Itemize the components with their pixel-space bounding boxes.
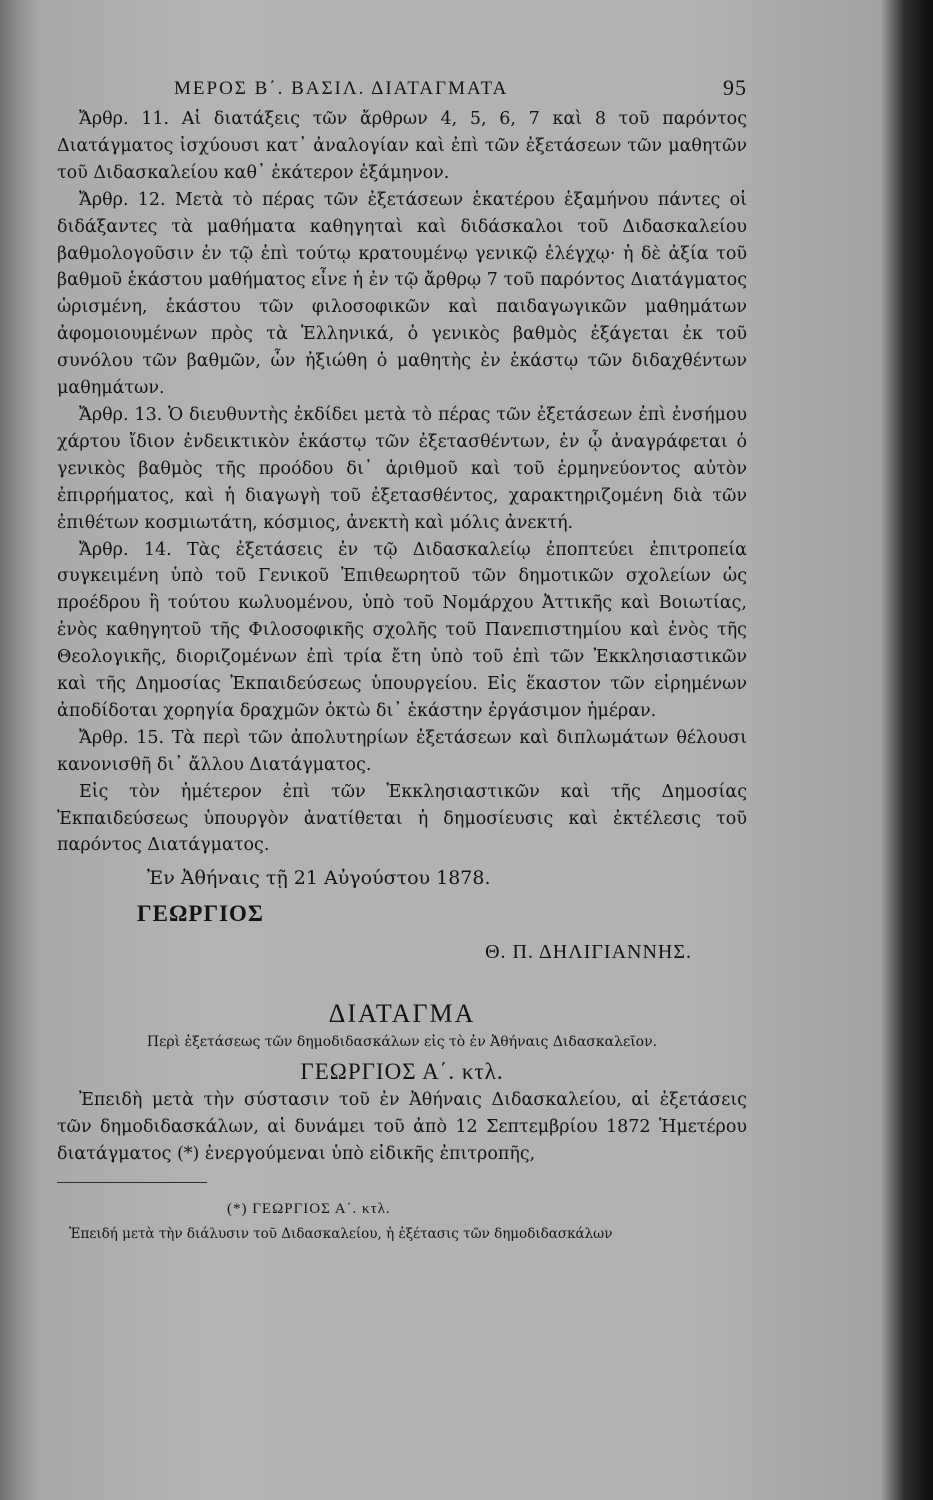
running-head bbox=[57, 75, 747, 106]
article-12: Ἄρθρ. 12. Μετὰ τὸ πέρας τῶν ἐξετάσεων ἑκατέρου ἑξαμήνου πάντες οἱ διδάξαντες τὰ μαθήματα καθηγηταὶ καὶ διδάσκαλοι τοῦ Διδασκαλείου βαθμολογοῦσιν ἐν τῷ ἐπὶ τούτῳ κρατουμένῳ γενικῷ ἐλέγχῳ· ἡ δὲ ἀξία τοῦ βαθμοῦ ἑκάστου μαθήματος εἶνε ἡ ἐν τῷ ἄρθρῳ 7 τοῦ παρόντος Διατάγματος ὡρισμένη, ἑκάστου τῶν φιλοσοφικῶν καὶ παιδαγωγικῶν μαθημάτων ἀφομοιουμένων πρὸς τὰ Ἑλληνικά, ὁ γενικὸς βαθμὸς ἐξάγεται ἐκ τοῦ συνόλου τῶν βαθμῶν, ὧν ἠξιώθη ὁ μαθητὴς ἐν ἑκάστῳ τῶν διδαχθέντων μαθημάτων. bbox=[57, 189, 747, 399]
decree-subtitle: Περὶ ἐξετάσεως τῶν δημοδιδασκάλων εἰς τὸ ἐν Ἀθήναις Διδασκαλεῖον. bbox=[146, 1034, 658, 1051]
body-text bbox=[57, 106, 747, 859]
article-13: Ἄρθρ. 13. Ὁ διευθυντὴς ἐκδίδει μετὰ τὸ πέρας τῶν ἐξετάσεων ἐπὶ ἐνσήμου χάρτου ἴδιον ἐνδεικτικὸν ἑκάστῳ τῶν ἐξετασθέντων, ἐν ᾧ ἀναγράφεται ὁ γενικὸς βαθμὸς τῆς προόδου δι᾽ ἀριθμοῦ καὶ τοῦ ἑρμηνεύοντος αὐτὸν ἐπιρρήματος, καὶ ἡ διαγωγὴ τοῦ ἐξετασθέντος, χαρακτηριζομένη διὰ τῶν ἐπιθέτων κοσμιωτάτη, κόσμιος, ἀνεκτὴ καὶ μόλις ἀνεκτή. bbox=[57, 404, 747, 533]
decree-king-line: ΓΕΩΡΓΙΟΣ Α΄. κτλ. bbox=[300, 1059, 504, 1085]
article-14: Ἄρθρ. 14. Τὰς ἐξετάσεις ἐν τῷ Διδασκαλείῳ ἐποπτεύει ἐπιτροπεία συγκειμένη ὑπὸ τοῦ Γενικοῦ Ἐπιθεωρητοῦ τῶν δημοτικῶν σχολείων ὡς προέδρου ἢ τούτου κωλυομένου, ὑπὸ τοῦ Νομάρχου Ἀττικῆς καὶ Βοιωτίας, ἑνὸς καθηγητοῦ τῆς Φιλοσοφικῆς σχολῆς τοῦ Πανεπιστημίου καὶ ἑνὸς τῆς Θεολογικῆς, διοριζομένων ἐπὶ τρία ἔτη ὑπὸ τοῦ ἐπὶ τῶν Ἐκκλησιαστικῶν καὶ τῆς Δημοσίας Ἐκπαιδεύσεως ὑπουργείου. Εἰς ἕκαστον τῶν εἰρημένων ἀποδίδοται χορηγία δραχμῶν ὀκτὼ δι᾽ ἑκάστην ἐργάσιμον ἡμέραν. bbox=[57, 539, 747, 721]
decree-body bbox=[57, 1087, 747, 1168]
signature-minister: Θ. Π. ΔΗΛΙΓΙΑΝΝΗΣ. bbox=[485, 941, 692, 964]
footnote-rule bbox=[57, 1182, 207, 1183]
article-15: Ἄρθρ. 15. Τὰ περὶ τῶν ἀπολυτηρίων ἐξετάσεων καὶ διπλωμάτων θέλουσι κανονισθῆ δι᾽ ἄλλου Διατάγματος. bbox=[57, 727, 747, 775]
decree-opening: Ἐπειδὴ μετὰ τὴν σύστασιν τοῦ ἐν Ἀθήναις Διδασκαλείου, αἱ ἐξετάσεις τῶν δημοδιδασκάλων, αἱ δυνάμει τοῦ ἀπὸ 12 Σεπτεμβρίου 1872 Ἡμετέρου διατάγματος (*) ἐνεργούμεναι ὑπὸ εἰδικῆς ἐπιτροπῆς, bbox=[57, 1090, 747, 1165]
execution-clause: Εἰς τὸν ἡμέτερον ἐπὶ τῶν Ἐκκλησιαστικῶν καὶ τῆς Δημοσίας Ἐκπαιδεύσεως ὑπουργὸν ἀνατίθεται ἡ δημοσίευσις καὶ ἐκτέλεσις τοῦ παρόντος Διατάγματος. bbox=[57, 781, 747, 856]
page-number: 95 bbox=[723, 75, 747, 100]
date-line: Ἐν Ἀθήναις τῇ 21 Αὐγούστου 1878. bbox=[147, 867, 491, 890]
running-head-title: ΜΕΡΟΣ Β΄. ΒΑΣΙΛ. ΔΙΑΤΑΓΜΑΤΑ bbox=[174, 78, 509, 99]
signature-king: ΓΕΩΡΓΙΟΣ bbox=[137, 901, 264, 927]
article-11: Ἄρθρ. 11. Αἱ διατάξεις τῶν ἄρθρων 4, 5, 6, 7 καὶ 8 τοῦ παρόντος Διατάγματος ἰσχύουσι κατ᾽ ἀναλογίαν καὶ ἐπὶ τῶν ἐξετάσεων τῶν μαθητῶν τοῦ Διδασκαλείου καθ᾽ ἑκάτερον ἑξάμηνον. bbox=[57, 109, 747, 183]
footnote-heading: (*) ΓΕΩΡΓΙΟΣ Α΄. κτλ. bbox=[227, 1201, 391, 1218]
decree-title: ΔΙΑΤΑΓΜΑ bbox=[328, 999, 476, 1029]
page-content bbox=[57, 75, 747, 1245]
footnote-text: Ἐπειδή μετὰ τὴν διάλυσιν τοῦ Διδασκαλείου, ἡ ἐξέτασις τῶν δημοδιδασκάλων bbox=[69, 1226, 613, 1243]
